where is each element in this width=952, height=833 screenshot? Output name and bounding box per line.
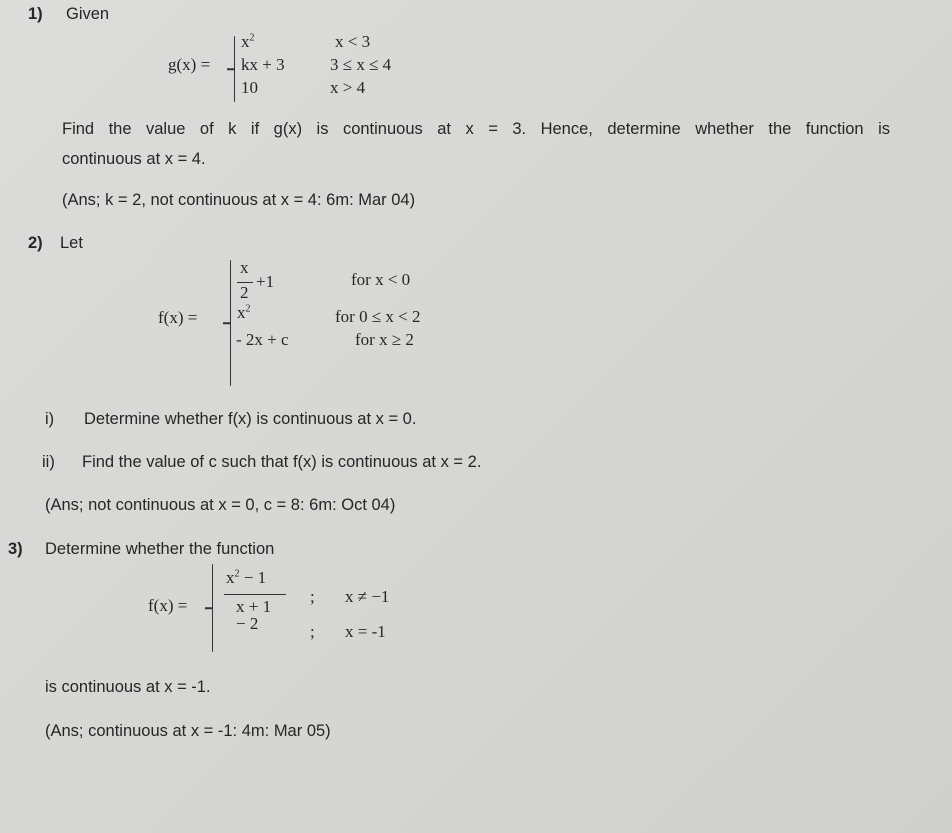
- q1-number: 1): [28, 5, 43, 23]
- q3-case2-cond: x = -1: [345, 622, 386, 641]
- q3-answer: (Ans; continuous at x = -1: 4m: Mar 05): [45, 722, 331, 740]
- q3-conclusion: is continuous at x = -1.: [45, 678, 211, 696]
- q1-brace: [234, 36, 235, 102]
- q1-intro: Given: [66, 5, 110, 23]
- q2-function-name: f(x) =: [158, 308, 198, 327]
- q2-number: 2): [28, 234, 43, 252]
- q3-case1-denominator: x + 1: [236, 597, 272, 616]
- q1-question-line1: Find the value of k if g(x) is continuous at x = 3. Hence, determine whether the function is: [62, 120, 890, 138]
- q2-case1-cond: for x < 0: [351, 270, 411, 289]
- q3-case2-expr: − 2: [236, 614, 259, 633]
- q1-case3-expr: 10: [241, 78, 258, 97]
- q2-case3-cond: for x ≥ 2: [355, 330, 414, 349]
- q2-part-i-label: i): [45, 410, 55, 428]
- q1-case1-cond: x < 3: [335, 32, 371, 51]
- q2-case1-rest: +1: [256, 272, 275, 291]
- q2-case3-expr: - 2x + c: [236, 330, 289, 349]
- q2-part-ii-text: Find the value of c such that f(x) is continuous at x = 2.: [82, 453, 482, 471]
- q3-function-name: f(x) =: [148, 596, 188, 615]
- q2-part-i-text: Determine whether f(x) is continuous at x = 0.: [84, 410, 417, 428]
- q3-case1-cond: x ≠ −1: [345, 587, 390, 606]
- q3-brace: [212, 564, 213, 652]
- q3-case1-separator: ;: [310, 587, 315, 606]
- q1-case3-cond: x > 4: [330, 78, 366, 97]
- q1-function-name: g(x) =: [168, 55, 211, 74]
- q2-case1-numerator: x: [240, 258, 249, 277]
- q3-case2-separator: ;: [310, 622, 315, 641]
- q3-number: 3): [8, 540, 23, 558]
- q1-case2-expr: kx + 3: [241, 55, 285, 74]
- q1-question-line2: continuous at x = 4.: [62, 150, 206, 168]
- q3-intro: Determine whether the function: [45, 540, 275, 558]
- q3-case1-numerator: $x^2 - 1$: [226, 568, 267, 587]
- q2-case2-expr: $x^2$: [237, 303, 251, 322]
- q1-case1-expr: $x^2$: [241, 32, 255, 51]
- q2-part-ii-label: ii): [42, 453, 55, 471]
- q3-case1-fraction-bar: [224, 594, 286, 595]
- q2-answer: (Ans; not continuous at x = 0, c = 8: 6m: Oct 04): [45, 496, 396, 514]
- q1-answer: (Ans; k = 2, not continuous at x = 4: 6m: Mar 04): [62, 191, 416, 209]
- q2-brace: [230, 260, 231, 386]
- q2-case2-cond: for 0 ≤ x < 2: [335, 307, 421, 326]
- q2-intro: Let: [60, 234, 83, 252]
- q2-case1-denominator: 2: [240, 283, 249, 302]
- q1-case2-cond: 3 ≤ x ≤ 4: [330, 55, 392, 74]
